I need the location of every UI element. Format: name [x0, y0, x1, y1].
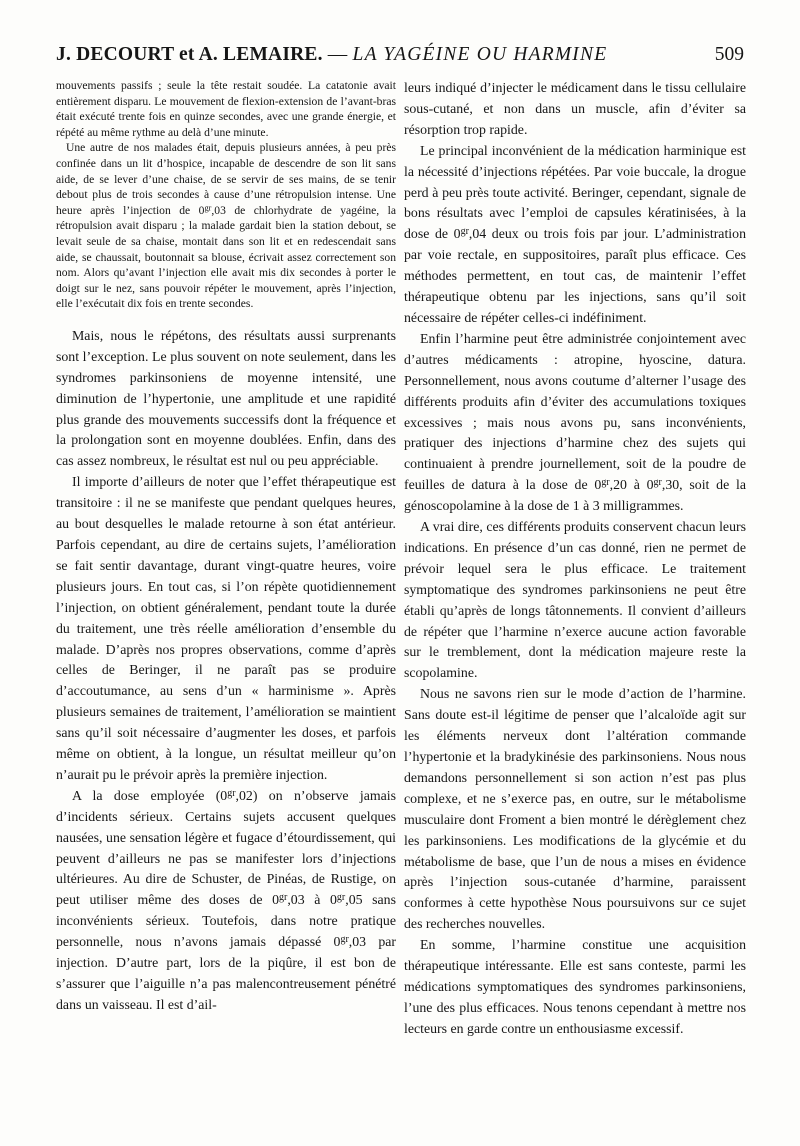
- page-number: 509: [714, 44, 744, 65]
- unit-superscript: gr: [204, 203, 212, 213]
- running-title: [56, 44, 607, 66]
- unit-superscript: gr: [227, 787, 236, 799]
- section-gap: [56, 312, 396, 326]
- unit-superscript: gr: [279, 892, 288, 904]
- body-paragraph: Mais, nous le répétons, des résultats aussi surprenants sont l’exception. Le plus souvent on note seulement, dans les syndromes parkinsoniens de moyenne intensité, une diminution de l’hypertonie, une amplitude et une rapidité plus grande des mouvements successifs dont la fréquence et la prolongation sont en moyenne doublées. Enfin, dans des cas assez nombreux, le résultat est nul ou peu appréciable.: [56, 327, 396, 469]
- left-column: [56, 78, 396, 1016]
- unit-superscript: gr: [460, 226, 469, 238]
- body-paragraph: Le principal inconvénient de la médication harminique est la nécessité d’injections répétées. Par voie buccale, la drogue perd à peu près toute activité. Beringer, cependant, signale de bons résultats avec l’emploi de capsules kératinisées, à la dose de $0^{gr},04$ deux ou trois fois par jour. L’administration par voie rectale, en suppositoires, paraît plus efficace. Ces méthodes permettent, en tout cas, de maintenir l’effet thérapeutique obtenu par les injections, sans qu’il soit nécessaire de répéter celles-ci indéfiniment.: [404, 142, 746, 325]
- unit-superscript: gr: [653, 477, 662, 489]
- running-header: [56, 44, 744, 74]
- case-report-small-print: [56, 78, 396, 312]
- title-separator: —: [327, 44, 348, 65]
- body-paragraph: En somme, l’harmine constitue une acquisition thérapeutique intéressante. Elle est sans conteste, parmi les médications symptomatiques des syndromes parkinsoniens, l’une des plus efficaces. Nous tenons cependant à mettre nos lecteurs en garde contre un enthousiasme excessif.: [404, 937, 746, 1036]
- article-title: LA YAGÉINE OU HARMINE: [352, 44, 608, 65]
- body-paragraph: Enfin l’harmine peut être administrée conjointement avec d’autres médicaments : atropine, hyoscine, datura. Personnellement, nous avons coutume d’alterner l’usage des différents produits afin d’éviter des accumulations toxiques excessives ; mais nous avons pu, sans inconvénients, pratiquer des injections d’harmine chez des sujets qui continuaient à prendre journellement, soit de la poudre de feuilles de datura à la dose de $0^{gr},20$ à $0^{gr},30$, soit de la génoscopolamine à la dose de 1 à 3 milligrammes.: [404, 330, 746, 514]
- body-paragraph: A vrai dire, ces différents produits conservent chacun leurs indications. En présence d’un cas donné, rien ne permet de prévoir lequel sera le plus efficace. Le traitement symptomatique des syndromes parkinsoniens ne peut être établi qu’après de longs tâtonnements. Il convient d’ailleurs de répéter que l’harmine n’exerce aucune action favorable sur le tremblement, dont la médication majeure reste la scopolamine.: [404, 519, 746, 681]
- article-authors: J. DECOURT et A. LEMAIRE.: [56, 44, 323, 65]
- unit-superscript: gr: [336, 892, 346, 904]
- body-paragraph: Il importe d’ailleurs de noter que l’effet thérapeutique est transitoire : il ne se manifeste que pendant quelques heures, au bout desquelles le malade retourne à son état antérieur. Parfois cependant, au dire de certains sujets, l’amélioration se fait sentir davantage, durant vingt-quatre heures, voire plusieurs jours. En tout cas, si l’on répète quotidiennement l’injection, on obtient généralement, pendant toute la durée du traitement, une très réelle amélioration d’ensemble du malade. D’après nos propres observations, comme d’après celles de Beringer, il ne paraît pas se produire d’accoutumance, au sens d’un « harminisme ». Après plusieurs semaines de traitement, l’amélioration se maintient sans qu’il soit nécessaire d’augmenter les doses, et parfois même on obtient, à la longue, un résultat meilleur qu’on n’aurait pu le prévoir après la première injection.: [56, 474, 396, 782]
- body-paragraph: leurs indiqué d’injecter le médicament dans le tissu cellulaire sous-cutané, et non dans un muscle, afin d’éviter sa résorption trop rapide.: [404, 80, 746, 137]
- body-paragraph: Nous ne savons rien sur le mode d’action de l’harmine. Sans doute est-il légitime de penser que l’alcaloïde agit sur les éléments nerveux dont l’altération commande l’hypertonie et la bradykinésie des parkinsoniens. Nous nous demandons personnellement si son action n’est pas plus complexe, et ne s’exerce pas, en outre, sur le métabolisme musculaire dont Froment a bien montré le dérèglement chez les parkinsoniens. Les modifications de la glycémie et du métabolisme de base, que l’un de nous a mises en évidence après l’injection sous-cutanée d’harmine, paraissent conformes à cette hypothèse Nous poursuivons sur ce sujet des recherches nouvelles.: [404, 686, 746, 932]
- right-column: [404, 78, 746, 1040]
- unit-superscript: gr: [601, 477, 610, 489]
- small-paragraph: Une autre de nos malades était, depuis plusieurs années, à peu près confinée dans un lit d’hospice, incapable de descendre de son lit sans aide, de se lever d’une chaise, de se servir de ses mains, de se tenir debout plus de trois secondes à cause d’une rétropulsion intense. Une heure après l’injection de $0^{gr},03$ de chlorhydrate de yagéine, la rétropulsion avait disparu ; la malade gardait bien la station debout, se levait seule de sa chaise, montait dans son lit et en redescendait sans aide, se chaussait, boutonnait sa blouse, écrivait assez correctement son nom. Alors qu’avant l’injection elle avait mis dix secondes à porter le doigt sur le nez, sans pouvoir répéter le mouvement, après l’injection, elle l’exécutait dix fois en trente secondes.: [56, 141, 396, 311]
- unit-superscript: gr: [340, 934, 349, 945]
- small-paragraph: mouvements passifs ; seule la tête restait soudée. La catatonie avait entièrement disparu. Le mouvement de flexion-extension de l’avant-bras était exécuté trente fois en quinze secondes, avec une grande énergie, et répété au même rythme au delà d’une minute.: [56, 79, 396, 139]
- body-paragraph: A la dose employée $(0^{gr},02)$ on n’observe jamais d’incidents sérieux. Certains sujets accusent quelques nausées, une sensation légère et fugace d’étourdissement, qui peuvent d’ailleurs ne pas se manifester lors d’injections ultérieures. Au dire de Schuster, de Pinéas, de Rustige, on peut utiliser même des doses de $0^{gr},03$ à $0^{gr},05$ sans inconvénients sérieux. Toutefois, dans notre pratique personnelle, nous n’avons jamais dépassé $0^{gr},03$ par injection. D’autre part, lors de la piqûre, il est bon de s’assurer que l’aiguille n’a pas malencontreusement pénétré dans un vaisseau. Il est d’ail-: [56, 787, 396, 1012]
